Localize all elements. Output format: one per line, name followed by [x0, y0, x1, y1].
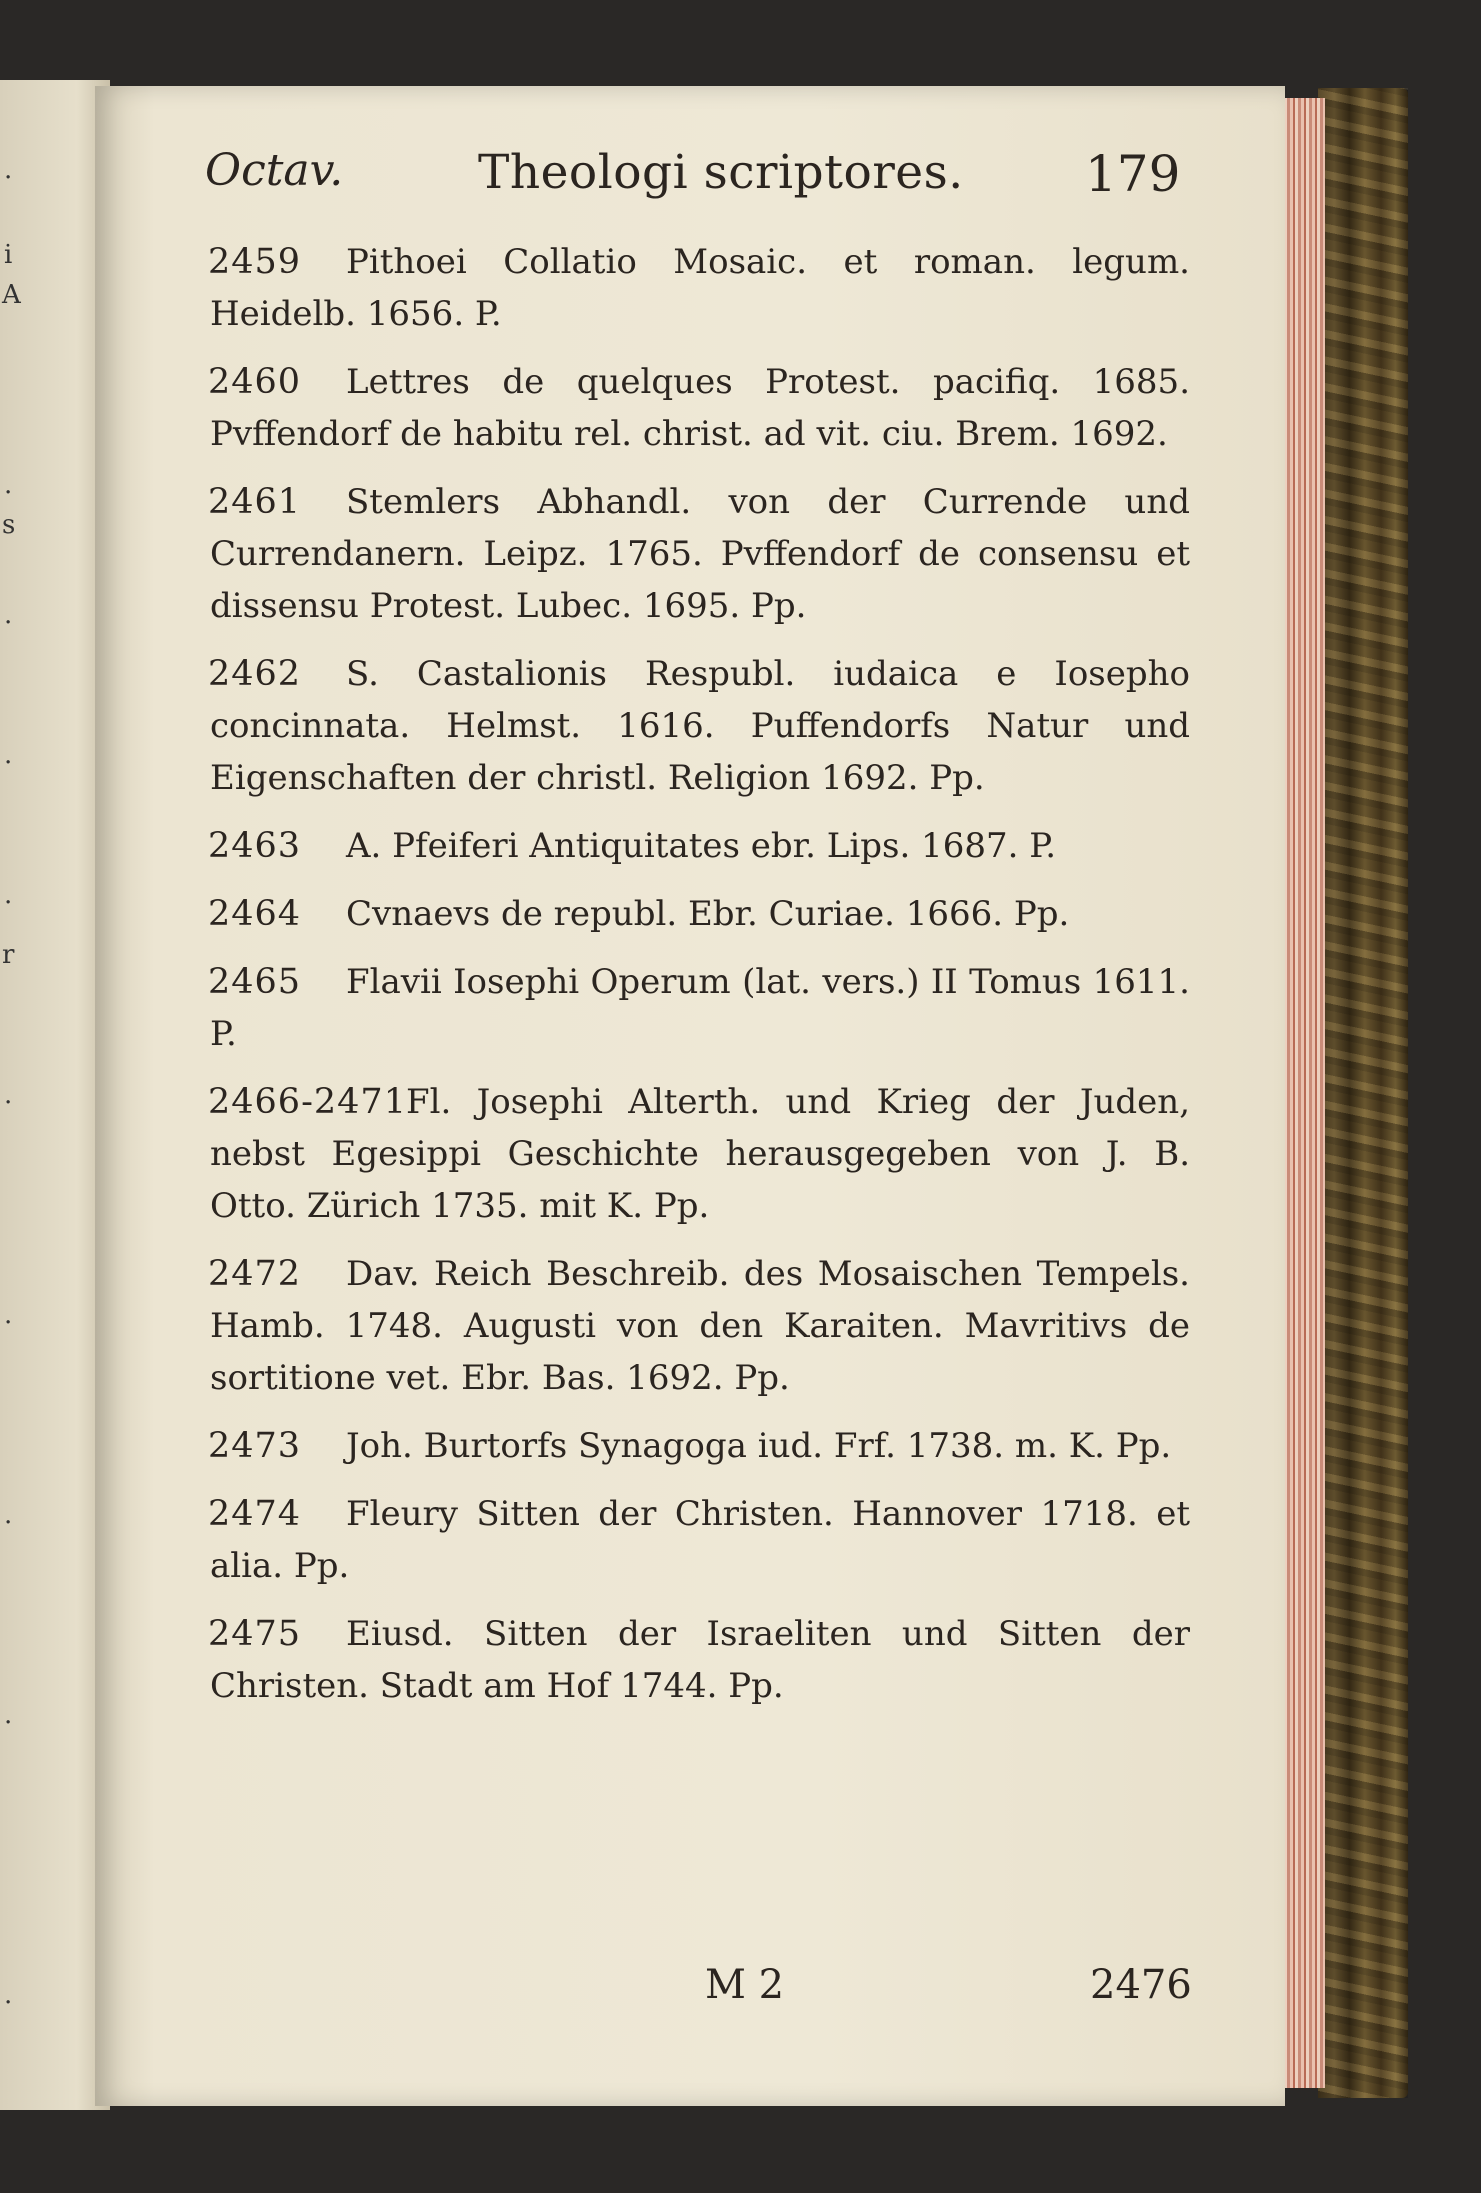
entry-number: 2472 [208, 1254, 302, 1294]
entry-number: 2463 [208, 826, 302, 866]
section-title: Theologi scriptores. [478, 145, 964, 200]
running-header [0, 145, 1481, 205]
catalog-entry [210, 1248, 1190, 1404]
entry-text: Dav. Reich Beschreib. des Mosaischen Tempels. Hamb. 1748. Augusti von den Karaiten. Mavritivs de sortitione vet. Ebr. Bas. 1692. Pp. [210, 1254, 1190, 1398]
page-number: 179 [1085, 145, 1181, 203]
entry-text: Pithoei Collatio Mosaic. et roman. legum. Heidelb. 1656. P. [210, 242, 1190, 334]
format-label: Octav. [205, 145, 344, 196]
entry-number: 2460 [208, 362, 302, 402]
entry-text: A. Pfeiferi Antiquitates ebr. Lips. 1687. P. [346, 826, 1056, 866]
entry-number: 2464 [208, 894, 302, 934]
entry-text: Stemlers Abhandl. von der Currende und Currendanern. Leipz. 1765. Pvffendorf de consensu et dissensu Protest. Lubec. 1695. Pp. [210, 482, 1190, 626]
catalog-entry [210, 476, 1190, 632]
page-footer [0, 1962, 1481, 2018]
catalog-entry [210, 1488, 1190, 1592]
entry-number: 2462 [208, 654, 302, 694]
catalog-entry [210, 648, 1190, 804]
catalog-entry [210, 1608, 1190, 1712]
facing-page-edge: . i A . s . . . r . . . . . [0, 80, 110, 2110]
catalog-entry [210, 236, 1190, 340]
entry-number: 2466-2471 [208, 1082, 407, 1122]
entry-text: Cvnaevs de republ. Ebr. Curiae. 1666. Pp. [346, 894, 1070, 934]
entry-text: Joh. Burtorfs Synagoga iud. Frf. 1738. m. K. Pp. [346, 1426, 1172, 1466]
entry-text: Fleury Sitten der Christen. Hannover 1718. et alia. Pp. [210, 1494, 1190, 1586]
entry-number: 2473 [208, 1426, 302, 1466]
entry-number: 2461 [208, 482, 302, 522]
entry-text: S. Castalionis Respubl. iudaica e Iosepho concinnata. Helmst. 1616. Puffendorfs Natur und Eigenschaften der christl. Religion 1692. Pp. [210, 654, 1190, 798]
signature-mark: M 2 [705, 1962, 785, 2008]
entry-text: Eiusd. Sitten der Israeliten und Sitten der Christen. Stadt am Hof 1744. Pp. [210, 1614, 1190, 1706]
entry-number: 2465 [208, 962, 302, 1002]
catalog-entry [210, 356, 1190, 460]
catalog-entry [210, 820, 1190, 872]
entry-text: Lettres de quelques Protest. pacifiq. 1685. Pvffendorf de habitu rel. christ. ad vit. ciu. Brem. 1692. [210, 362, 1190, 454]
book-cover-edge [1318, 88, 1408, 2098]
catalog-entry [210, 888, 1190, 940]
catchword: 2476 [1090, 1962, 1192, 2008]
entry-number: 2474 [208, 1494, 302, 1534]
entry-number: 2475 [208, 1614, 302, 1654]
catalog-entry [210, 1420, 1190, 1472]
catalog-entries [210, 236, 1190, 1728]
entry-text: Fl. Josephi Alterth. und Krieg der Juden, nebst Egesippi Geschichte herausgegeben von J. B. Otto. Zürich 1735. mit K. Pp. [210, 1082, 1190, 1226]
catalog-entry [210, 1076, 1190, 1232]
entry-text: Flavii Iosephi Operum (lat. vers.) II Tomus 1611. P. [210, 962, 1190, 1054]
catalog-entry [210, 956, 1190, 1060]
entry-number: 2459 [208, 242, 302, 282]
